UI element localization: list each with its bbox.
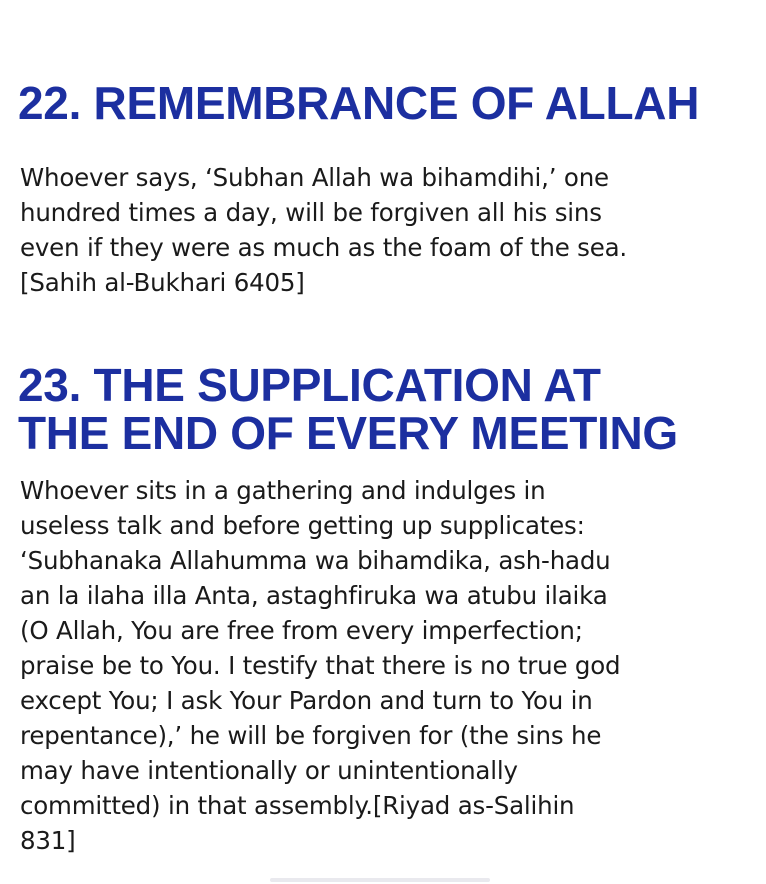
section-23-line: may have intentionally or unintentionally — [20, 756, 518, 785]
section-23-line: ‘Subhanaka Allahumma wa bihamdika, ash-hadu — [20, 546, 611, 575]
section-23-line: except You; I ask Your Pardon and turn to You in — [20, 686, 593, 715]
section-23-line: praise be to You. I testify that there is no true god — [20, 651, 621, 680]
section-22-text — [20, 160, 627, 300]
section-23-line: repentance),’ he will be forgiven for (the sins he — [20, 721, 602, 750]
section-23-heading-line-1: 23. THE SUPPLICATION AT — [18, 359, 601, 411]
section-22-line: even if they were as much as the foam of the sea. — [20, 233, 628, 262]
section-23-heading-line-2: THE END OF EVERY MEETING — [18, 407, 678, 459]
section-22-line: Whoever says, ‘Subhan Allah wa bihamdihi,’ one — [20, 163, 609, 192]
section-23-line: an la ilaha illa Anta, astaghfiruka wa atubu ilaika — [20, 581, 608, 610]
section-22-heading: 22. REMEMBRANCE OF ALLAH — [18, 77, 700, 129]
section-22-citation: [Sahih al-Bukhari 6405] — [20, 268, 305, 297]
section-22-line: hundred times a day, will be forgiven all his sins — [20, 198, 602, 227]
section-23-text — [20, 473, 620, 858]
section-23-line: (O Allah, You are free from every imperfection; — [20, 616, 583, 645]
bottom-edge-divider — [270, 878, 490, 882]
section-23-citation: 831] — [20, 826, 76, 855]
section-23-line: committed) in that assembly.[Riyad as-Salihin — [20, 791, 575, 820]
section-23-line: Whoever sits in a gathering and indulges in — [20, 476, 546, 505]
section-23-line: useless talk and before getting up supplicates: — [20, 511, 585, 540]
